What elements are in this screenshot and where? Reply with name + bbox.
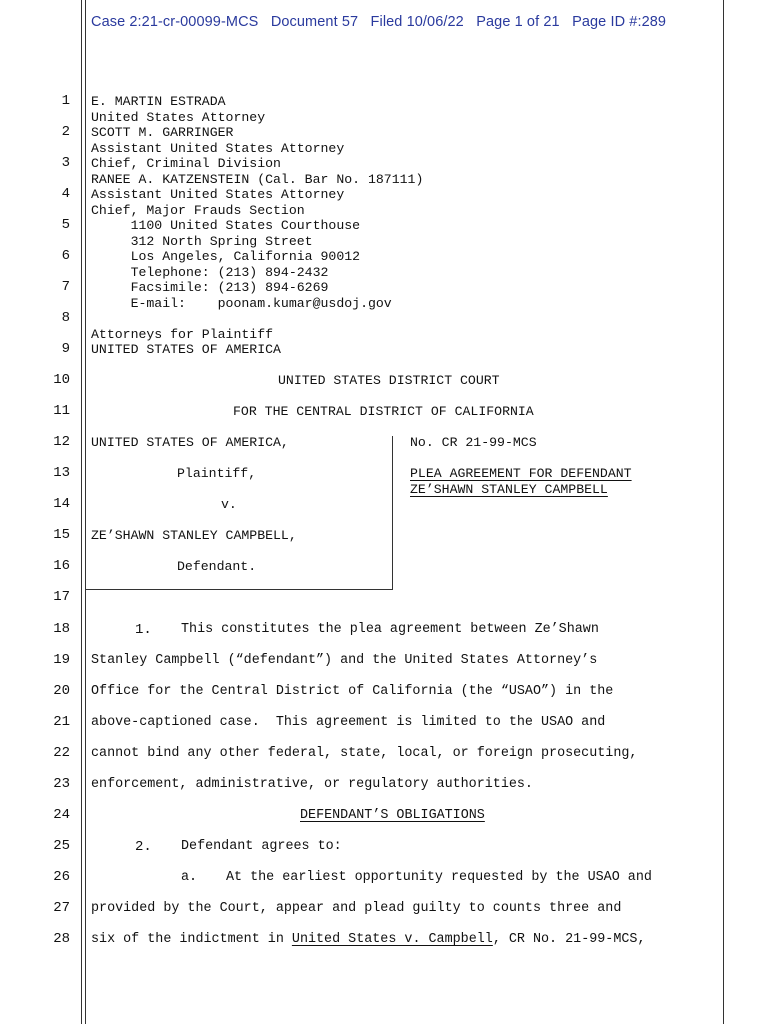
case-number-stamp: Case 2:21-cr-00099-MCS — [91, 14, 259, 30]
line-number: 2 — [61, 124, 70, 140]
line-number: 4 — [61, 186, 70, 202]
court-name: UNITED STATES DISTRICT COURT — [278, 373, 500, 388]
attorney-line: E. MARTIN ESTRADA — [91, 94, 226, 109]
document-title-line-1: PLEA AGREEMENT FOR DEFENDANT — [410, 466, 632, 481]
line-number: 13 — [53, 465, 70, 481]
left-margin-rule-inner — [85, 0, 86, 1024]
plaintiff-label: Plaintiff, — [177, 466, 257, 481]
paragraph-1-line: enforcement, administrative, or regulatory authorities. — [91, 777, 533, 792]
line-number: 5 — [61, 217, 70, 233]
line-number: 19 — [53, 652, 70, 668]
line-number: 9 — [61, 341, 70, 357]
court-district: FOR THE CENTRAL DISTRICT OF CALIFORNIA — [233, 404, 534, 419]
ecf-header — [91, 14, 666, 30]
line-number: 3 — [61, 155, 70, 171]
line-number: 23 — [53, 776, 70, 792]
line-number: 21 — [53, 714, 70, 730]
page-count-stamp: Page 1 of 21 — [476, 14, 560, 30]
attorney-address-line: 1100 United States Courthouse — [91, 218, 361, 233]
line-number: 8 — [61, 310, 70, 326]
attorney-line: SCOTT M. GARRINGER — [91, 125, 234, 140]
paragraph-number: 1. — [135, 622, 152, 638]
defendant-label: Defendant. — [177, 559, 257, 574]
caption-box-bottom-rule — [86, 589, 393, 590]
line-number: 12 — [53, 434, 70, 450]
line-number: 18 — [53, 621, 70, 637]
attorney-line: Assistant United States Attorney — [91, 140, 345, 156]
line-number: 6 — [61, 248, 70, 264]
subparagraph-a-line — [91, 932, 646, 947]
paragraph-1-line: cannot bind any other federal, state, local, or foreign prosecuting, — [91, 746, 638, 761]
caption-box-right-rule — [392, 436, 393, 590]
line-number: 17 — [53, 589, 70, 605]
line-number: 11 — [53, 403, 70, 419]
represented-party: UNITED STATES OF AMERICA — [91, 342, 281, 357]
paragraph-1-line: This constitutes the plea agreement between Ze’Shawn — [181, 622, 599, 637]
attorney-line: United States Attorney — [91, 109, 266, 125]
attorneys-for-label: Attorneys for Plaintiff — [91, 326, 274, 342]
document-title-line-2: ZE’SHAWN STANLEY CAMPBELL — [410, 482, 608, 497]
case-citation: United States v. Campbell — [291, 932, 493, 947]
paragraph-1-line: Stanley Campbell (“defendant”) and the United States Attorney’s — [91, 653, 598, 668]
line-number: 1 — [61, 93, 70, 109]
subparagraph-a-text: six of the indictment in — [91, 932, 292, 947]
line-number: 20 — [53, 683, 70, 699]
subparagraph-a-line: At the earliest opportunity requested by the USAO and — [226, 870, 652, 885]
subparagraph-a-line: provided by the Court, appear and plead guilty to counts three and — [91, 901, 622, 916]
defendant-name: ZE’SHAWN STANLEY CAMPBELL, — [91, 528, 297, 543]
attorney-email: E-mail: poonam.kumar@usdoj.gov — [91, 295, 392, 311]
line-number: 24 — [53, 807, 70, 823]
attorney-facsimile: Facsimile: (213) 894-6269 — [91, 280, 329, 295]
line-number: 15 — [53, 527, 70, 543]
section-heading: DEFENDANT’S OBLIGATIONS — [300, 808, 485, 823]
attorney-line: Chief, Criminal Division — [91, 156, 281, 171]
line-number: 14 — [53, 496, 70, 512]
plaintiff-name: UNITED STATES OF AMERICA, — [91, 435, 289, 450]
line-number: 10 — [53, 372, 70, 388]
right-margin-rule — [723, 0, 724, 1024]
case-number: No. CR 21-99-MCS — [410, 435, 537, 450]
line-number: 27 — [53, 900, 70, 916]
attorney-address-line: Los Angeles, California 90012 — [91, 249, 361, 264]
line-number: 25 — [53, 838, 70, 854]
paragraph-1-line: above-captioned case. This agreement is limited to the USAO and — [91, 715, 606, 730]
page-id-stamp: Page ID #:289 — [572, 14, 667, 30]
document-number-stamp: Document 57 — [270, 14, 359, 30]
paragraph-1-line: Office for the Central District of California (the “USAO”) in the — [91, 684, 614, 699]
attorney-telephone: Telephone: (213) 894-2432 — [91, 264, 329, 280]
paragraph-number: 2. — [135, 839, 152, 855]
versus-label: v. — [221, 497, 237, 512]
attorney-line: Assistant United States Attorney — [91, 187, 345, 202]
line-number: 7 — [61, 279, 70, 295]
line-number: 22 — [53, 745, 70, 761]
line-number: 16 — [53, 558, 70, 574]
line-number: 28 — [53, 931, 70, 947]
attorney-address-line: 312 North Spring Street — [91, 233, 313, 249]
filed-date-stamp: Filed 10/06/22 — [370, 14, 464, 30]
subparagraph-letter: a. — [181, 870, 198, 885]
line-number: 26 — [53, 869, 70, 885]
subparagraph-a-text: , CR No. 21-99-MCS, — [492, 932, 646, 947]
paragraph-2-text: Defendant agrees to: — [181, 839, 342, 854]
attorney-line: Chief, Major Frauds Section — [91, 202, 305, 218]
left-margin-rule-outer — [81, 0, 82, 1024]
attorney-line: RANEE A. KATZENSTEIN (Cal. Bar No. 187111) — [91, 171, 424, 187]
